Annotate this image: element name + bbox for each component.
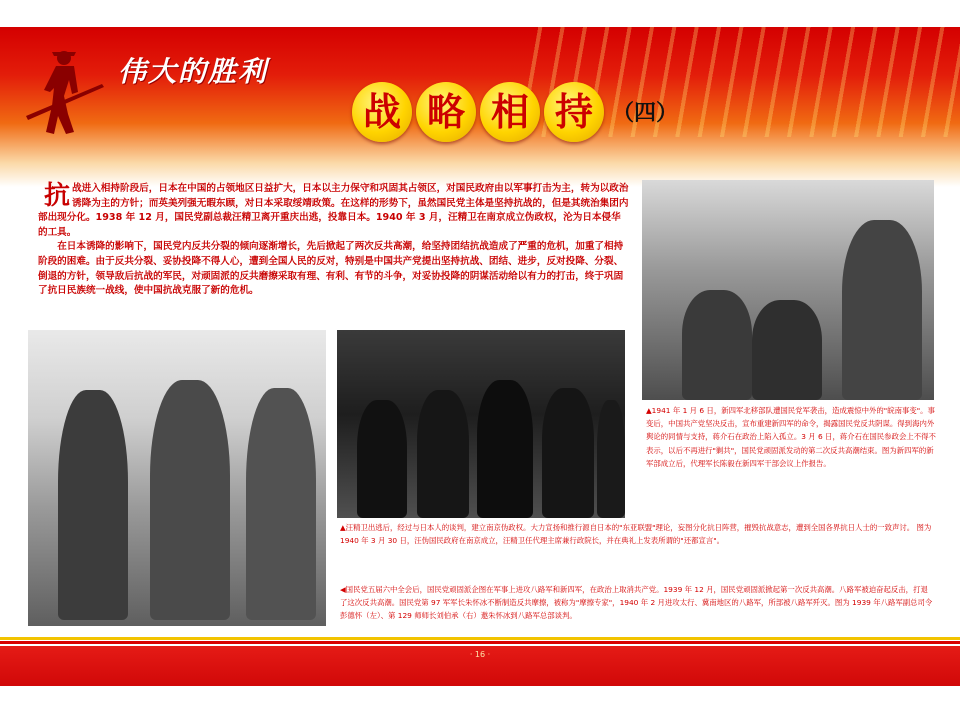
photo-puppet-government-ceremony (337, 330, 625, 518)
title-char: 战 (352, 82, 412, 142)
page-subtitle: （四） (612, 100, 679, 126)
intro-paragraph-2: 在日本诱降的影响下，国民党内反共分裂的倾向逐渐增长，先后掀起了两次反共高潮，给坚持团结抗战造成了严重的危机，加重了相持阶段的困难。由于反共分裂、妥协投降不得人心，遭到全国人民的反对，特别是中国共产党提出坚持抗战、团结、进步，反对投降、分裂、倒退的方针，领导敌后抗战的军民，对顽固派的反共磨擦采取有理、有利、有节的斗争，对妥协投降的阴谋活动给以有力的打击，终于巩固了抗日民族统一战线，使中国抗战克服了新的危机。 (38, 241, 624, 297)
title-char: 持 (544, 82, 604, 142)
dropcap: 抗 (44, 181, 71, 211)
title-char: 相 (480, 82, 540, 142)
soldier-icon (22, 44, 112, 136)
intro-text (38, 182, 630, 299)
footer-gold-line (0, 637, 960, 640)
title-char: 略 (416, 82, 476, 142)
caption-anti-communist-tide: ◀国民党五届六中全会后，国民党顽固派企图在军事上进攻八路军和新四军，在政治上取消共产党。1939 年 12 月，国民党顽固派掀起第一次反共高潮。八路军被迫奋起反击，打退了这次反共高潮。国民党第 97 军军长朱怀冰不断制造反共摩擦，被称为"摩擦专家"，1940 年 2 月进攻太行、冀南地区的八路军，所部被八路军歼灭。图为 1939 年八路军副总司令彭德怀（左）、第 129 师师长刘伯承（右）邀朱怀冰到八路军总部谈判。 (340, 585, 933, 621)
intro-paragraph-1 (38, 182, 630, 240)
intro-paragraph-1-text: 战进入相持阶段后，日本在中国的占领地区日益扩大，日本以主力保守和巩固其占领区，对国民政府由以军事打击为主，转为以政治诱降为主的方针；而英美列强无暇东顾，对日本采取绥靖政策。在这样的形势下，虽然国民党主体是坚持抗战的，但是其统治集团内部出现分化。1938 年 12 月，国民党副总裁汪精卫离开重庆出逃，投靠日本。1940 年 3 月，汪精卫在南京成立伪政权，沦为日本侵华的工具。 (38, 183, 629, 238)
page-number: · 16 · (469, 650, 491, 659)
caption-wang-jingwei: ▲汪精卫出逃后，经过与日本人的谈判，建立南京伪政权。大力宣扬和推行源自日本的"东亚联盟"理论，妄图分化抗日阵营，摧毁抗战意志，遭到全国各界抗日人士的一致声讨。 图为 1940 年 3 月 30 日，汪伪国民政府在南京成立，汪精卫任代理主席兼行政院长，并在典礼上发表所谓的"还都宣言"。 (340, 523, 932, 546)
photo-three-officers (28, 330, 326, 626)
footer-red-line (0, 641, 960, 644)
top-white-margin (0, 0, 960, 27)
photo-new-fourth-army-meeting (642, 180, 934, 400)
logo-text: 伟大的胜利 (118, 55, 269, 88)
caption-new-fourth-army: ▲1941 年 1 月 6 日，新四军北移部队遭国民党军袭击，造成震惊中外的"皖南事变"。事变后，中国共产党坚决反击，宣布重建新四军的命令，揭露国民党反共阴谋。得到海内外舆论的同情与支持，蒋介石在政治上陷入孤立。3 月 6 日，蒋介石在国民参政会上不得不表示，以后不再进行"剿共"，国民党顽固派发动的第二次反共高潮结束。图为新四军的新军部成立后，代理军长陈毅在新四军干部会议上作报告。 (646, 406, 936, 468)
